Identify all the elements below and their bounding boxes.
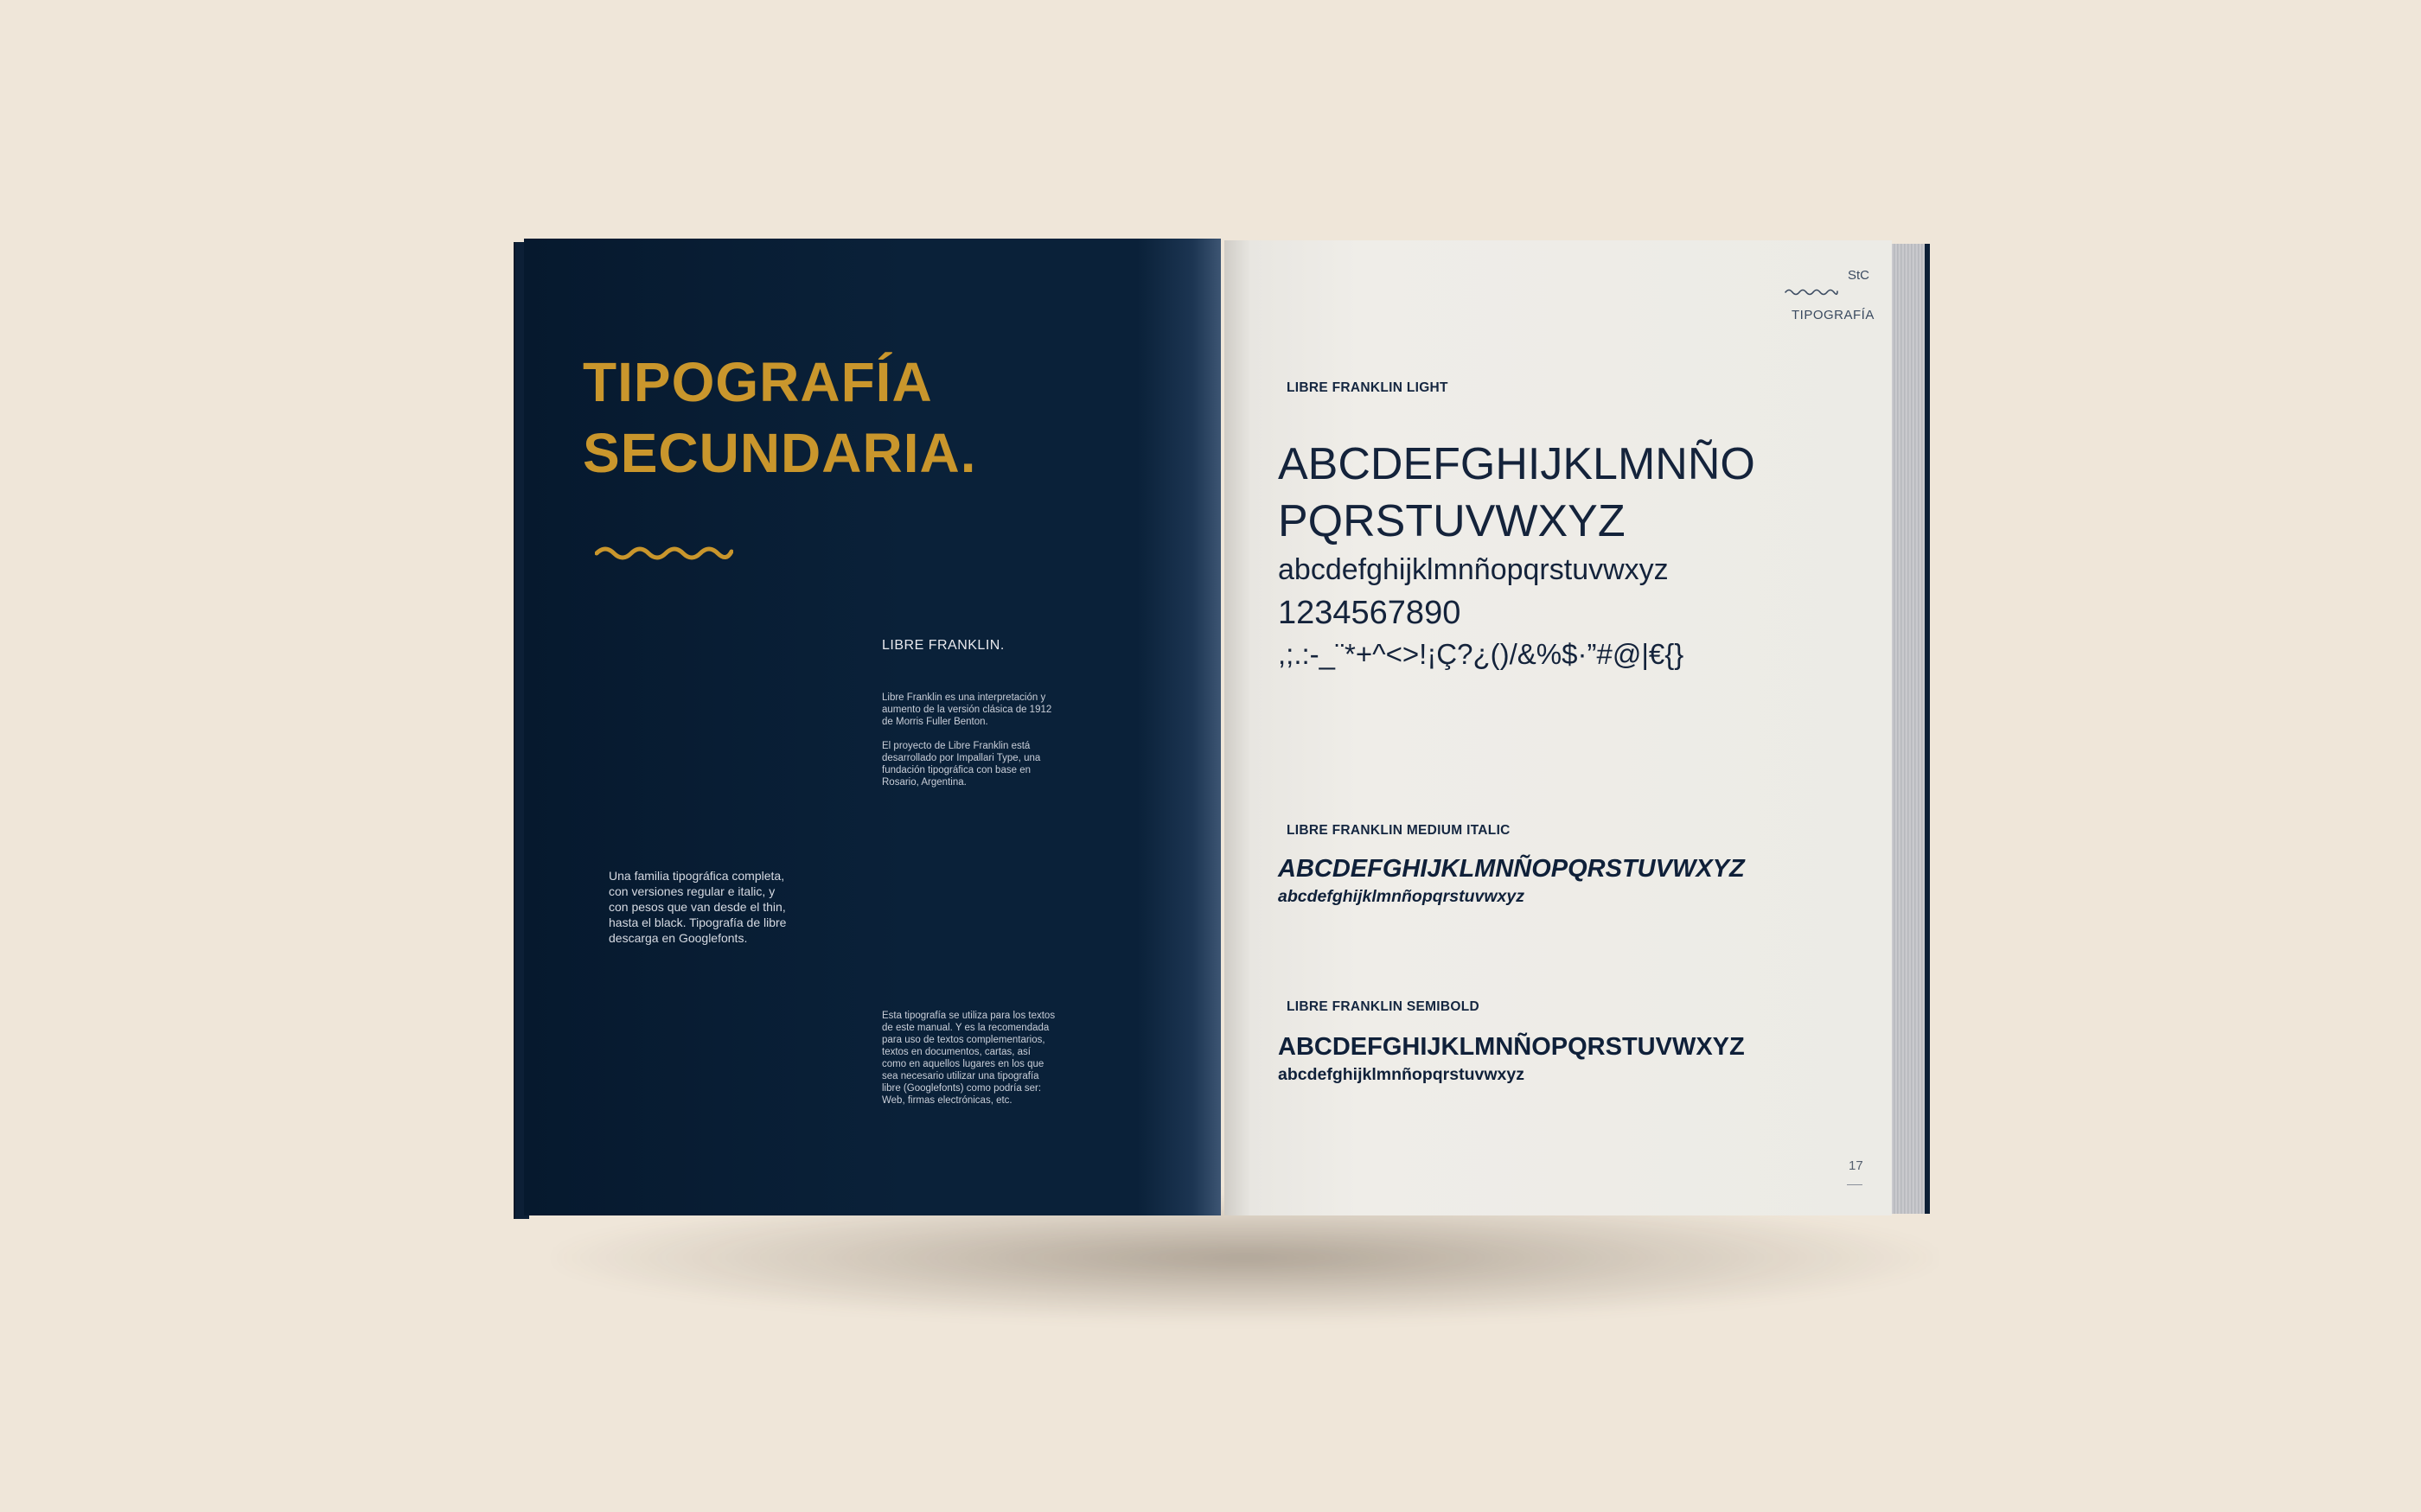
text-line: para uso de textos complementarios, [882, 1035, 1045, 1045]
text-line: Libre Franklin es una interpretación y [882, 692, 1046, 703]
text-line: aumento de la versión clásica de 1912 [882, 705, 1052, 715]
semibold-label: LIBRE FRANKLIN SEMIBOLD [1287, 999, 1480, 1014]
medium-italic-uppercase: ABCDEFGHIJKLMNÑOPQRSTUVWXYZ [1278, 855, 1745, 883]
section-running-head: TIPOGRAFÍA [1792, 308, 1875, 322]
text-line: con versiones regular e italic, y [609, 884, 776, 898]
text-line: libre (Googlefonts) como podría ser: [882, 1083, 1042, 1094]
text-line: textos en documentos, cartas, así [882, 1047, 1031, 1057]
light-uppercase-line-1: ABCDEFGHIJKLMNÑO [1278, 439, 1755, 489]
text-line: hasta el black. Tipografía de libre [609, 915, 787, 929]
text-line: de este manual. Y es la recomendada [882, 1023, 1050, 1033]
usage-description [882, 1010, 1107, 1107]
light-lowercase: abcdefghijklmnñopqrstuvwxyz [1278, 553, 1669, 586]
text-line: desarrollado por Impallari Type, una [882, 753, 1041, 763]
brand-mark: StC [1848, 268, 1870, 283]
intro-paragraph-2 [882, 740, 1089, 788]
text-line: Rosario, Argentina. [882, 777, 967, 788]
wave-ornament-icon [1785, 287, 1838, 297]
semibold-uppercase: ABCDEFGHIJKLMNÑOPQRSTUVWXYZ [1278, 1033, 1745, 1061]
open-brand-manual [515, 237, 1928, 1219]
title-line-1: TIPOGRAFÍA [583, 351, 933, 413]
page-title [583, 347, 976, 488]
light-numerals: 1234567890 [1278, 595, 1461, 631]
family-description [609, 868, 816, 946]
light-symbols: ,;.:-_¨*+^<>!¡Ç?¿()/&%$·”#@|€{} [1278, 638, 1684, 670]
text-line: como en aquellos lugares en los que [882, 1059, 1044, 1069]
semibold-lowercase: abcdefghijklmnñopqrstuvwxyz [1278, 1065, 1524, 1084]
text-line: El proyecto de Libre Franklin está [882, 741, 1031, 751]
left-page [524, 239, 1221, 1215]
text-line: descarga en Googlefonts. [609, 931, 748, 945]
page-number-rule [1847, 1184, 1862, 1185]
intro-text [882, 692, 1089, 801]
wave-ornament-icon [595, 543, 733, 564]
intro-paragraph-1 [882, 692, 1089, 728]
title-line-2: SECUNDARIA. [583, 422, 977, 484]
light-weight-label: LIBRE FRANKLIN LIGHT [1287, 380, 1448, 395]
page-number: 17 [1849, 1158, 1863, 1173]
light-uppercase-line-2: PQRSTUVWXYZ [1278, 496, 1626, 546]
text-line: sea necesario utilizar una tipografía [882, 1071, 1039, 1081]
text-line: Esta tipografía se utiliza para los textos [882, 1011, 1056, 1021]
text-line: Web, firmas electrónicas, etc. [882, 1095, 1012, 1106]
section-heading: LIBRE FRANKLIN. [882, 638, 1005, 653]
medium-italic-label: LIBRE FRANKLIN MEDIUM ITALIC [1287, 823, 1511, 838]
page-stack-edge [1892, 244, 1930, 1214]
text-line: de Morris Fuller Benton. [882, 717, 988, 727]
text-line: fundación tipográfica con base en [882, 765, 1031, 775]
text-line: Una familia tipográfica completa, [609, 869, 785, 883]
text-line: con pesos que van desde el thin, [609, 900, 786, 914]
medium-italic-lowercase: abcdefghijklmnñopqrstuvwxyz [1278, 887, 1524, 906]
